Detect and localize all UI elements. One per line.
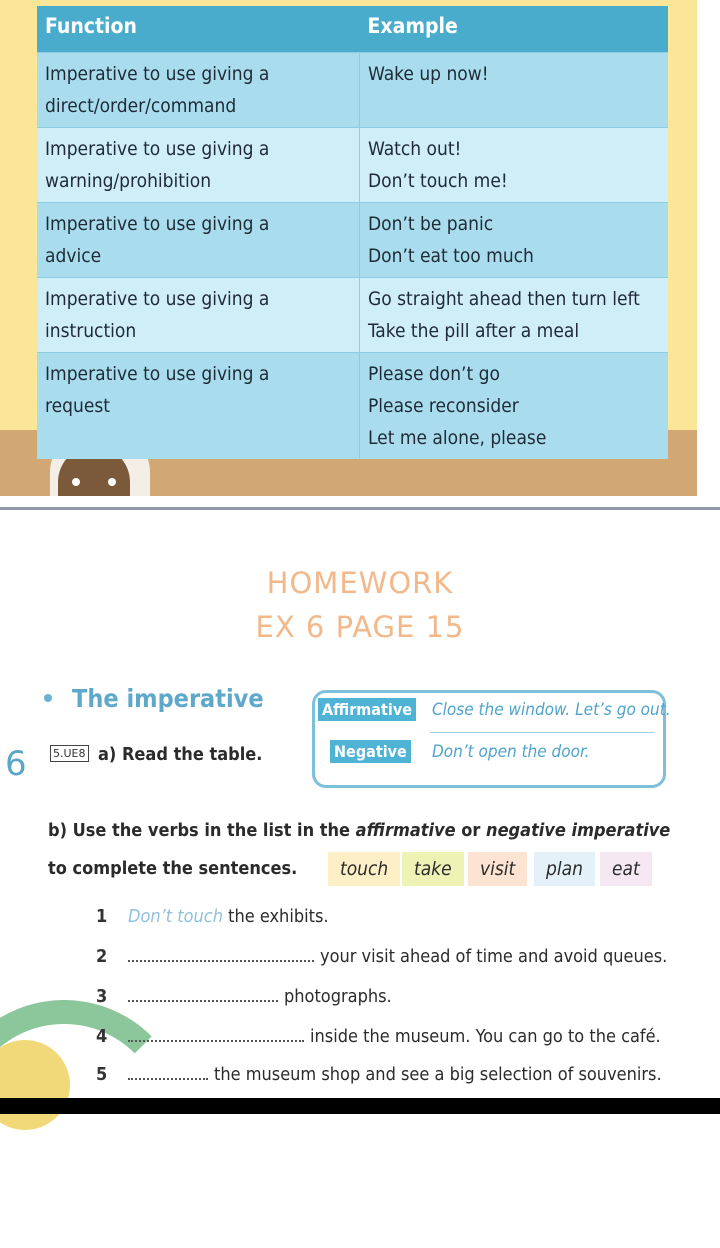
function-text: Imperative to use giving a — [45, 138, 270, 160]
sentence-number: 1 — [96, 906, 108, 927]
homework-title: HOMEWORK — [266, 566, 454, 600]
table-row — [37, 53, 668, 128]
sentence — [128, 946, 667, 967]
sentence — [128, 986, 392, 1007]
header-function: Function — [37, 6, 360, 53]
function-cell — [37, 203, 360, 278]
verb-chip: visit — [468, 852, 527, 886]
bullet-icon — [44, 694, 52, 702]
sentence — [128, 1026, 661, 1047]
instruction-text: b) Use the verbs in the list in the — [48, 820, 356, 841]
example-text: Please reconsider — [368, 395, 519, 417]
function-text: request — [45, 395, 110, 417]
example-text: Let me alone, please — [368, 427, 547, 449]
function-text: Imperative to use giving a — [45, 213, 270, 235]
example-text: Wake up now! — [368, 63, 489, 85]
part-b-instruction — [48, 820, 670, 841]
verb-chip: eat — [600, 852, 652, 886]
table-header-row — [37, 6, 668, 53]
negative-label: Negative — [330, 740, 411, 763]
sentence-number: 5 — [96, 1064, 108, 1085]
cow-eye-right — [108, 478, 116, 486]
table-row — [37, 128, 668, 203]
imperative-function-table — [37, 6, 668, 459]
example-text: Don’t eat too much — [368, 245, 534, 267]
instruction-emphasis: affirmative — [355, 820, 456, 841]
function-text: direct/order/command — [45, 95, 237, 117]
reference-code: 5.UE8 — [50, 745, 89, 762]
part-b-instruction-2: to complete the sentences. — [48, 858, 298, 879]
example-cell — [360, 53, 669, 128]
example-text: Please don’t go — [368, 363, 500, 385]
function-text: warning/prohibition — [45, 170, 212, 192]
table-row — [37, 353, 668, 460]
imperative-slide — [0, 0, 697, 496]
sentence-number: 2 — [96, 946, 108, 967]
verb-chip: plan — [534, 852, 595, 886]
example-cell — [360, 278, 669, 353]
function-cell — [37, 128, 360, 203]
function-text: advice — [45, 245, 102, 267]
cow-eye-left — [72, 478, 80, 486]
example-cell — [360, 203, 669, 278]
table-row — [37, 278, 668, 353]
homework-page-ref: EX 6 PAGE 15 — [255, 610, 465, 644]
example-text: Watch out! — [368, 138, 462, 160]
sentence — [128, 1064, 662, 1085]
sentence-text: the museum shop and see a big selection of souvenirs. — [214, 1064, 662, 1085]
affirmative-label: Affirmative — [318, 698, 416, 721]
example-cell — [360, 128, 669, 203]
function-cell — [37, 53, 360, 128]
example-text: Take the pill after a meal — [368, 320, 580, 342]
sentence-number: 4 — [96, 1026, 108, 1047]
example-text: Don’t be panic — [368, 213, 494, 235]
sentence-text: your visit ahead of time and avoid queues. — [320, 946, 668, 967]
section-divider — [0, 507, 720, 510]
box-divider — [430, 732, 655, 733]
sample-answer: Don’t touch — [128, 906, 223, 927]
bottom-bar — [0, 1098, 720, 1114]
verb-chip: touch — [328, 852, 400, 886]
answer-blank[interactable] — [128, 988, 278, 1002]
answer-blank[interactable] — [128, 1066, 208, 1080]
function-text: Imperative to use giving a — [45, 63, 270, 85]
header-example: Example — [360, 6, 669, 53]
part-a-instruction: a) Read the table. — [98, 744, 263, 765]
instruction-emphasis: negative imperative — [486, 820, 671, 841]
function-text: instruction — [45, 320, 137, 342]
verb-chip: take — [402, 852, 464, 886]
function-text: Imperative to use giving a — [45, 288, 270, 310]
sentence — [128, 906, 329, 927]
exercise-number: 6 — [5, 744, 27, 784]
affirmative-example: Close the window. Let’s go out. — [432, 700, 671, 720]
example-cell — [360, 353, 669, 460]
answer-blank[interactable] — [128, 1028, 304, 1042]
answer-blank[interactable] — [128, 948, 314, 962]
sentence-text: the exhibits. — [222, 906, 329, 927]
example-text: Go straight ahead then turn left — [368, 288, 640, 310]
function-text: Imperative to use giving a — [45, 363, 270, 385]
instruction-text: or — [455, 820, 487, 841]
function-cell — [37, 353, 360, 460]
example-text: Don’t touch me! — [368, 170, 508, 192]
sentence-text: inside the museum. You can go to the café. — [310, 1026, 661, 1047]
negative-example: Don’t open the door. — [432, 742, 590, 762]
sentence-text: photographs. — [284, 986, 392, 1007]
sentence-number: 3 — [96, 986, 108, 1007]
section-title: The imperative — [72, 684, 264, 713]
function-cell — [37, 278, 360, 353]
table-row — [37, 203, 668, 278]
